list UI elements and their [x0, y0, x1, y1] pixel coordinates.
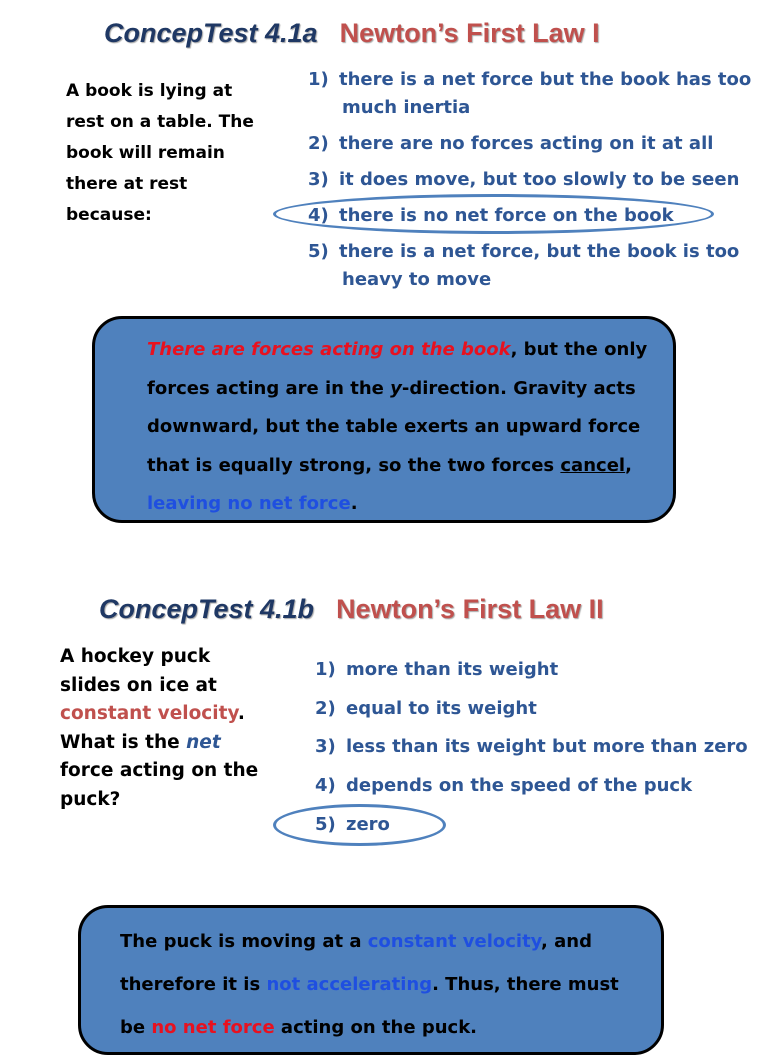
slide1-option-3[interactable]: 3) it does move, but too slowly to be seen [308, 169, 740, 190]
slide2-question: A hockey puck slides on ice at constant velocity. What is the net force acting on the puck? [60, 646, 259, 810]
slide1-answer-circle [273, 194, 714, 234]
slide2-option-5[interactable]: 5) zero [315, 813, 390, 835]
slide2-option-1[interactable]: 1) more than its weight [315, 659, 559, 680]
slide2-answer-circle [273, 804, 446, 846]
slide1-option-2[interactable]: 2) there are no forces acting on it at all [308, 133, 714, 154]
slide2-title-code: ConcepTest 4.1b [99, 594, 315, 624]
slide1-question: A book is lying at rest on a table. The book will remain there at rest because: [66, 81, 254, 225]
slide1-option-5[interactable]: 5) there is a net force, but the book is too heavy to move [308, 241, 740, 290]
slide1-title-law: Newton’s First Law I [339, 18, 600, 48]
slide1-options [308, 66, 751, 302]
slide2-option-2[interactable]: 2) equal to its weight [315, 697, 537, 719]
slide1-title-code: ConcepTest 4.1a [104, 18, 318, 48]
slide1-title [104, 18, 600, 49]
slide2-answer-text: The puck is moving at a constant velocity, and therefore it is not accelerating. Thus, there must be no net force acting on the puck. [120, 931, 619, 1038]
slide1-option-1[interactable]: 1) there is a net force but the book has too much inertia [308, 69, 752, 118]
slide1-answer-text: There are forces acting on the book, but the only forces acting are in the y-direction. Gravity acts downward, but the table exerts an upward force that is equally strong, so the two forces cancel, leaving no net force. [147, 339, 648, 514]
slide2-title-law: Newton’s First Law II [336, 594, 604, 624]
slide2-option-4[interactable]: 4) depends on the speed of the puck [315, 775, 693, 797]
slide1-option-4[interactable]: 4) there is no net force on the book [308, 205, 674, 226]
slide2-title [99, 594, 604, 625]
slide2-option-3[interactable]: 3) less than its weight but more than zero [315, 736, 748, 758]
